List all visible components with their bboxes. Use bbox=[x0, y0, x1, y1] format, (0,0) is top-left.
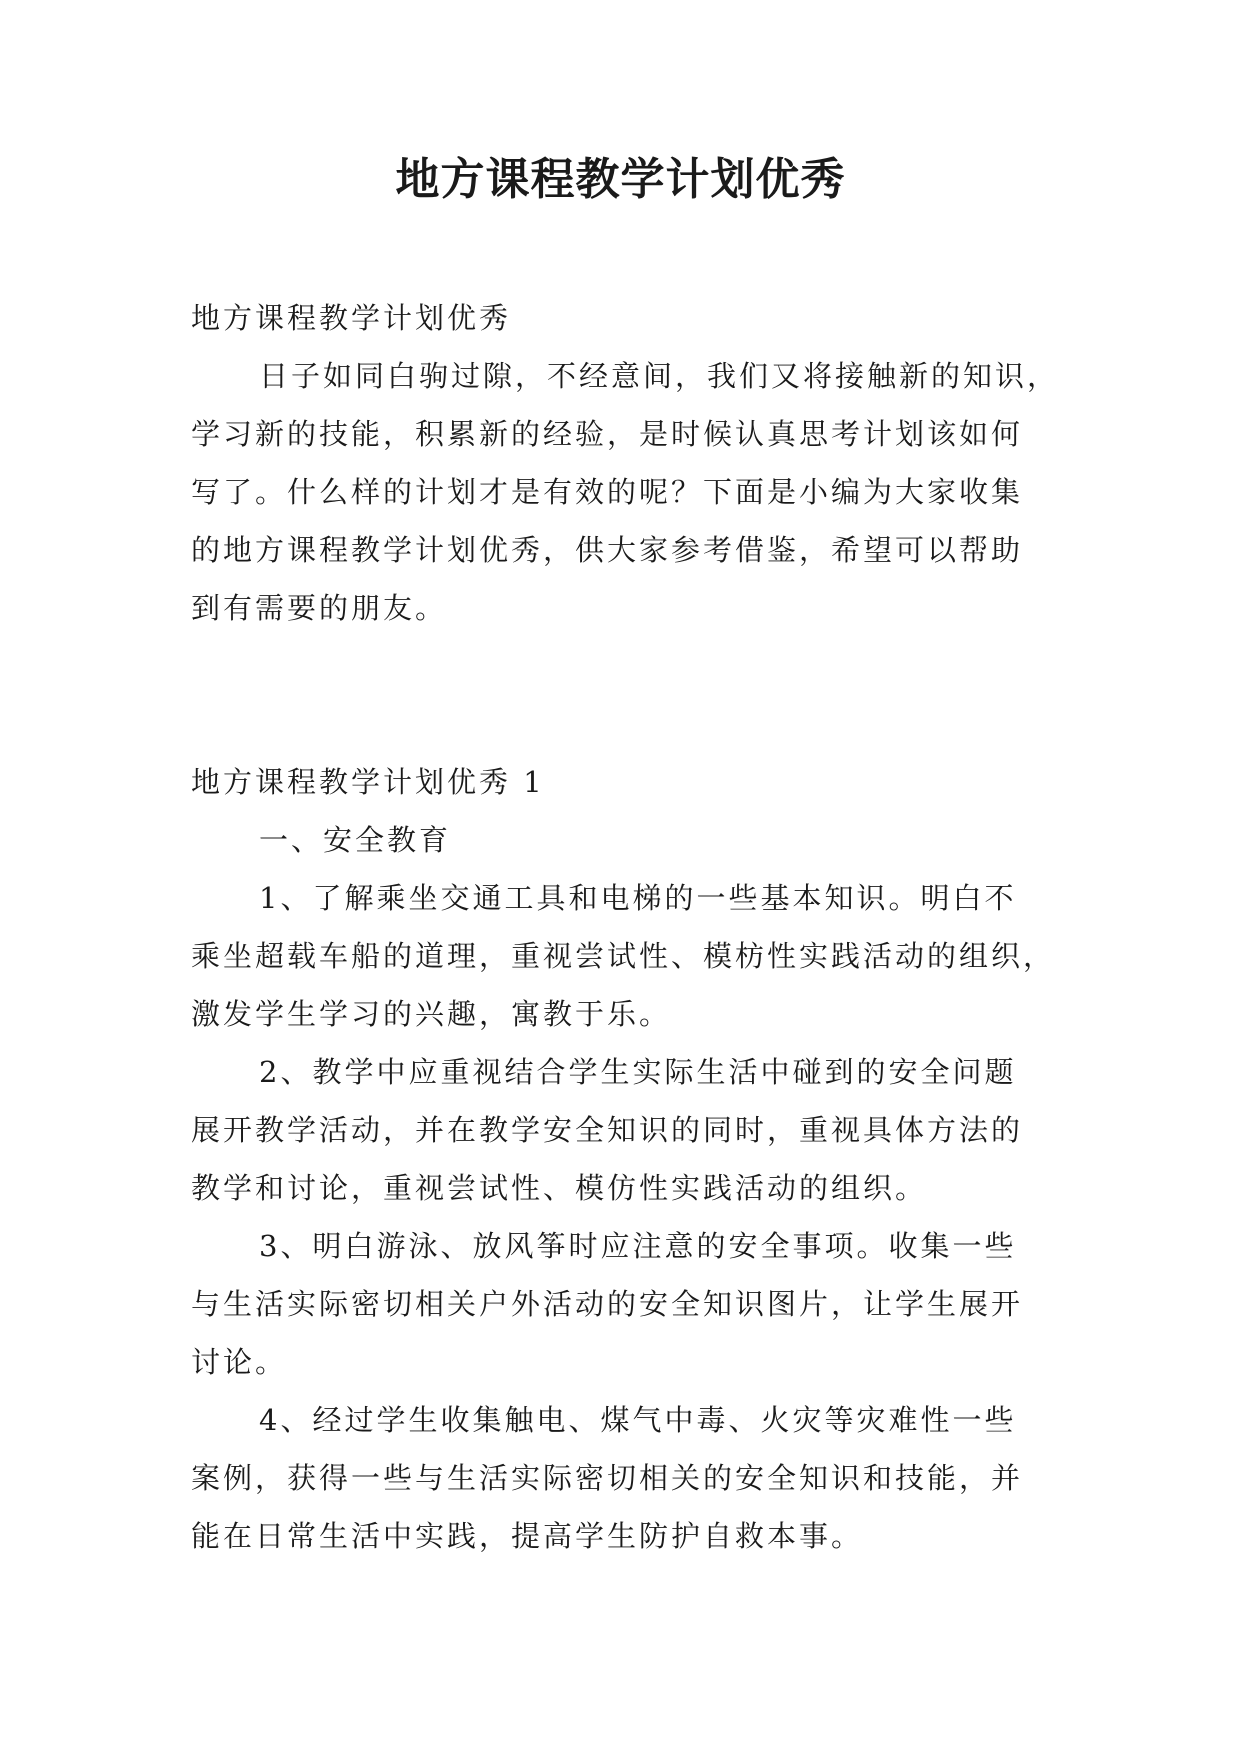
paragraph-line: 2、教学中应重视结合学生实际生活中碰到的安全问题 bbox=[259, 1055, 1017, 1089]
page-title: 地方课程教学计划优秀 bbox=[395, 154, 846, 205]
paragraph-line: 乘坐超载车船的道理，重视尝试性、模枋性实践活动的组织， bbox=[191, 939, 1056, 973]
paragraph-line: 学习新的技能，积累新的经验，是时候认真思考计划该如何 bbox=[191, 417, 1024, 451]
paragraph-line: 日子如同白驹过隙，不经意间，我们又将接触新的知识， bbox=[259, 359, 1060, 393]
subsection-heading: 一、安全教育 bbox=[259, 823, 452, 857]
paragraph-line: 展开教学活动，并在教学安全知识的同时，重视具体方法的 bbox=[191, 1113, 1024, 1147]
paragraph-line: 能在日常生活中实践，提高学生防护自救本事。 bbox=[191, 1519, 864, 1553]
list-item bbox=[191, 1043, 1051, 1217]
document-body bbox=[191, 289, 1060, 1565]
list-item bbox=[191, 1391, 1051, 1565]
paragraph-line: 写了。什么样的计划才是有效的呢？下面是小编为大家收集 bbox=[191, 475, 1024, 509]
paragraph-line: 的地方课程教学计划优秀，供大家参考借鉴，希望可以帮助 bbox=[191, 533, 1024, 567]
paragraph-line: 教学和讨论，重视尝试性、模仿性实践活动的组织。 bbox=[191, 1171, 928, 1205]
section-spacer bbox=[191, 637, 1051, 753]
paragraph-line: 到有需要的朋友。 bbox=[191, 591, 448, 625]
section-heading: 地方课程教学计划优秀 1 bbox=[191, 765, 545, 799]
paragraph-line: 1、了解乘坐交通工具和电梯的一些基本知识。明白不 bbox=[259, 881, 1017, 915]
intro-heading: 地方课程教学计划优秀 bbox=[191, 301, 512, 335]
intro-paragraph bbox=[191, 347, 1060, 637]
paragraph-line: 激发学生学习的兴趣，寓教于乐。 bbox=[191, 997, 672, 1031]
paragraph-line: 案例，获得一些与生活实际密切相关的安全知识和技能，并 bbox=[191, 1461, 1024, 1495]
paragraph-line: 3、明白游泳、放风筝时应注意的安全事项。收集一些 bbox=[259, 1229, 1017, 1263]
paragraph-line: 与生活实际密切相关户外活动的安全知识图片，让学生展开 bbox=[191, 1287, 1024, 1321]
list-item bbox=[191, 869, 1056, 1043]
list-item bbox=[191, 1217, 1051, 1391]
paragraph-line: 讨论。 bbox=[191, 1345, 288, 1379]
paragraph-line: 4、经过学生收集触电、煤气中毒、火灾等灾难性一些 bbox=[259, 1403, 1017, 1437]
